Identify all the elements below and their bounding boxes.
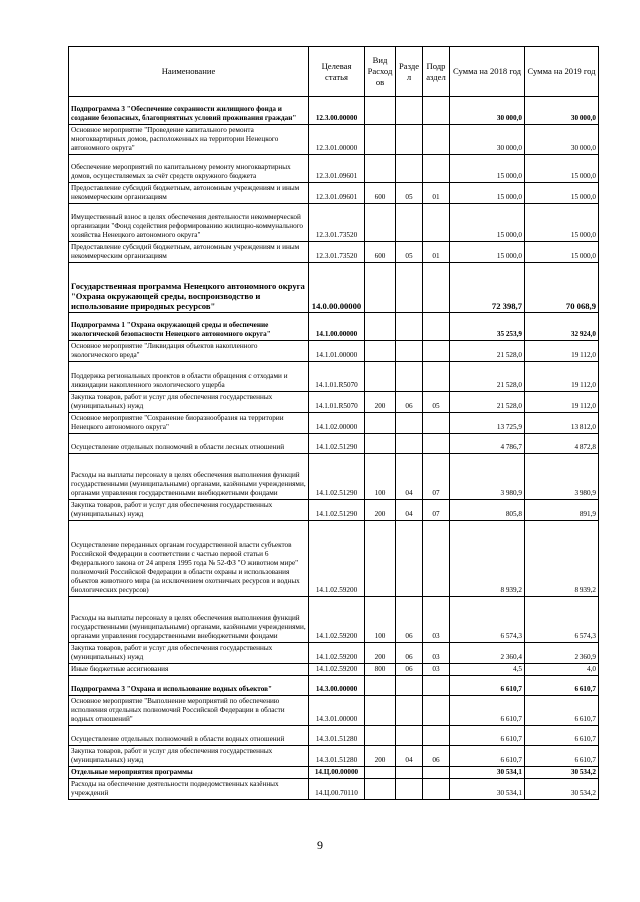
- table-row: [69, 643, 599, 664]
- row-code: 14.3.01.51280: [309, 746, 365, 767]
- row-sum-2018: 805,8: [450, 500, 525, 521]
- row-name: Основное мероприятие "Сохранение биоразнообразия на территории Ненецкого автономного округа": [69, 413, 309, 434]
- row-sum-2019: 4,0: [525, 664, 599, 676]
- row-name: Расходы на выплаты персоналу в целях обеспечения выполнения функций государственными (муниципальными) органами, казёнными учреждениями, органами управления государственными внебюджетными фондами: [69, 454, 309, 500]
- row-subsection: 03: [423, 597, 450, 643]
- row-section: [396, 767, 423, 779]
- row-code: 14.1.01.R5070: [309, 392, 365, 413]
- row-subsection: [423, 434, 450, 454]
- row-name: Подпрограмма 1 "Охрана окружающей среды и обеспечение экологической безопасности Ненецкого автономного округа": [69, 313, 309, 341]
- row-section: [396, 362, 423, 392]
- row-code: 12.3.01.73520: [309, 242, 365, 263]
- row-expense-type: [365, 263, 396, 313]
- row-expense-type: [365, 521, 396, 597]
- row-sum-2018: 15 000,0: [450, 242, 525, 263]
- row-name: Осуществление отдельных полномочий в области лесных отношений: [69, 434, 309, 454]
- row-name: Иные бюджетные ассигнования: [69, 664, 309, 676]
- row-sum-2018: 15 000,0: [450, 183, 525, 204]
- row-sum-2019: 30 534,2: [525, 767, 599, 779]
- row-code: 14.1.00.00000: [309, 313, 365, 341]
- row-sum-2018: 72 398,7: [450, 263, 525, 313]
- row-expense-type: [365, 313, 396, 341]
- row-name: Закупка товаров, работ и услуг для обеспечения государственных (муниципальных) нужд: [69, 500, 309, 521]
- row-name: Имущественный взнос в целях обеспечения деятельности некоммерческой организации "Фонд содействия реформированию жилищно-коммунального хозяйства Ненецкого автономного округа": [69, 204, 309, 242]
- row-name: Обеспечение мероприятий по капитальному ремонту многоквартирных домов, осуществляемых за счёт средств окружного бюджета: [69, 155, 309, 183]
- row-sum-2018: 6 610,7: [450, 696, 525, 726]
- row-code: 14.1.02.59200: [309, 664, 365, 676]
- row-subsection: [423, 125, 450, 155]
- header-sum-2018: Сумма на 2018 год: [450, 47, 525, 97]
- row-sum-2019: 70 068,9: [525, 263, 599, 313]
- row-sum-2018: 21 528,0: [450, 392, 525, 413]
- row-expense-type: [365, 696, 396, 726]
- row-section: 04: [396, 500, 423, 521]
- row-sum-2018: 13 725,9: [450, 413, 525, 434]
- row-sum-2018: 15 000,0: [450, 204, 525, 242]
- row-section: [396, 521, 423, 597]
- row-subsection: [423, 263, 450, 313]
- row-subsection: [423, 696, 450, 726]
- row-code: 14.3.00.00000: [309, 676, 365, 696]
- table-row: [69, 726, 599, 746]
- row-section: 06: [396, 597, 423, 643]
- row-expense-type: [365, 779, 396, 800]
- row-name: Закупка товаров, работ и услуг для обеспечения государственных (муниципальных) нужд: [69, 746, 309, 767]
- row-subsection: 07: [423, 500, 450, 521]
- row-sum-2019: 4 872,8: [525, 434, 599, 454]
- row-section: [396, 434, 423, 454]
- row-code: 14.Ц.00.70110: [309, 779, 365, 800]
- row-expense-type: [365, 125, 396, 155]
- row-sum-2018: 3 980,9: [450, 454, 525, 500]
- row-sum-2018: 4 786,7: [450, 434, 525, 454]
- row-code: 14.1.02.59200: [309, 643, 365, 664]
- row-subsection: 05: [423, 392, 450, 413]
- row-sum-2018: 21 528,0: [450, 341, 525, 362]
- row-sum-2018: 6 610,7: [450, 746, 525, 767]
- row-name: Предоставление субсидий бюджетным, автономным учреждениям и иным некоммерческим организациям: [69, 183, 309, 204]
- row-name: Предоставление субсидий бюджетным, автономным учреждениям и иным некоммерческим организациям: [69, 242, 309, 263]
- table-row: [69, 242, 599, 263]
- row-expense-type: [365, 726, 396, 746]
- row-sum-2018: 21 528,0: [450, 362, 525, 392]
- row-subsection: [423, 97, 450, 125]
- row-name: Подпрограмма 3 "Обеспечение сохранности жилищного фонда и создание безопасных, благоприятных условий проживания граждан": [69, 97, 309, 125]
- row-code: 14.1.02.51290: [309, 500, 365, 521]
- row-subsection: [423, 413, 450, 434]
- row-sum-2019: 6 610,7: [525, 726, 599, 746]
- table-row: [69, 696, 599, 726]
- row-expense-type: 200: [365, 500, 396, 521]
- row-expense-type: 200: [365, 746, 396, 767]
- table-row: [69, 392, 599, 413]
- row-subsection: [423, 155, 450, 183]
- table-row: [69, 664, 599, 676]
- row-sum-2018: 30 000,0: [450, 97, 525, 125]
- row-sum-2019: 13 812,0: [525, 413, 599, 434]
- row-sum-2019: 15 000,0: [525, 183, 599, 204]
- row-section: [396, 204, 423, 242]
- row-code: 14.3.01.00000: [309, 696, 365, 726]
- row-section: 05: [396, 183, 423, 204]
- table-header-row: [69, 47, 599, 97]
- row-sum-2019: 6 610,7: [525, 746, 599, 767]
- row-code: 12.3.01.00000: [309, 125, 365, 155]
- row-expense-type: 200: [365, 392, 396, 413]
- row-expense-type: [365, 767, 396, 779]
- row-sum-2019: 32 924,0: [525, 313, 599, 341]
- row-subsection: [423, 204, 450, 242]
- row-sum-2019: 6 610,7: [525, 696, 599, 726]
- table-row: [69, 434, 599, 454]
- row-section: 04: [396, 454, 423, 500]
- row-name: Отдельные мероприятия программы: [69, 767, 309, 779]
- table-row: [69, 362, 599, 392]
- row-expense-type: 100: [365, 454, 396, 500]
- row-expense-type: 800: [365, 664, 396, 676]
- row-sum-2019: 6 610,7: [525, 676, 599, 696]
- header-target: Целевая статья: [309, 47, 365, 97]
- row-expense-type: 100: [365, 597, 396, 643]
- row-section: 04: [396, 746, 423, 767]
- table-row: [69, 204, 599, 242]
- header-section: Разде л: [396, 47, 423, 97]
- table-row: [69, 183, 599, 204]
- row-expense-type: [365, 413, 396, 434]
- header-sum-2019: Сумма на 2019 год: [525, 47, 599, 97]
- row-sum-2018: 15 000,0: [450, 155, 525, 183]
- row-section: [396, 341, 423, 362]
- row-sum-2019: 30 534,2: [525, 779, 599, 800]
- row-subsection: [423, 521, 450, 597]
- row-sum-2019: 891,9: [525, 500, 599, 521]
- row-name: Расходы на выплаты персоналу в целях обеспечения выполнения функций государственными (муниципальными) органами, казёнными учреждениями, органами управления государственными внебюджетными фондами: [69, 597, 309, 643]
- table-row: [69, 341, 599, 362]
- row-subsection: 01: [423, 183, 450, 204]
- row-subsection: [423, 362, 450, 392]
- row-sum-2019: 6 574,3: [525, 597, 599, 643]
- row-sum-2018: 8 939,2: [450, 521, 525, 597]
- row-sum-2018: 6 574,3: [450, 597, 525, 643]
- row-code: 14.1.02.51290: [309, 434, 365, 454]
- row-name: Государственная программа Ненецкого автономного округа "Охрана окружающей среды, воспроизводство и использование природных ресурсов": [69, 263, 309, 313]
- row-subsection: [423, 676, 450, 696]
- row-expense-type: 200: [365, 643, 396, 664]
- table-row: [69, 521, 599, 597]
- row-expense-type: 600: [365, 183, 396, 204]
- row-section: [396, 125, 423, 155]
- page-number: 9: [317, 838, 323, 852]
- row-code: 14.1.01.00000: [309, 341, 365, 362]
- row-sum-2019: 19 112,0: [525, 392, 599, 413]
- row-code: 14.1.01.R5070: [309, 362, 365, 392]
- table-row: [69, 746, 599, 767]
- row-section: 05: [396, 242, 423, 263]
- row-sum-2018: 30 000,0: [450, 125, 525, 155]
- table-row: [69, 500, 599, 521]
- row-name: Основное мероприятие "Выполнение мероприятий по обеспечению исполнения отдельных полномочий Российской Федерации в области водных отношений": [69, 696, 309, 726]
- row-sum-2018: 6 610,7: [450, 726, 525, 746]
- table-row: [69, 125, 599, 155]
- row-subsection: 03: [423, 664, 450, 676]
- row-section: [396, 413, 423, 434]
- row-section: [396, 676, 423, 696]
- row-code: 14.1.02.59200: [309, 597, 365, 643]
- row-sum-2019: 19 112,0: [525, 341, 599, 362]
- row-section: [396, 779, 423, 800]
- row-expense-type: 600: [365, 242, 396, 263]
- row-section: 06: [396, 392, 423, 413]
- row-sum-2019: 30 000,0: [525, 125, 599, 155]
- row-code: 12.3.01.09601: [309, 183, 365, 204]
- row-expense-type: [365, 434, 396, 454]
- row-subsection: 01: [423, 242, 450, 263]
- row-expense-type: [365, 155, 396, 183]
- row-sum-2019: 3 980,9: [525, 454, 599, 500]
- row-section: [396, 155, 423, 183]
- row-name: Закупка товаров, работ и услуг для обеспечения государственных (муниципальных) нужд: [69, 392, 309, 413]
- row-subsection: 03: [423, 643, 450, 664]
- header-subsection: Подр аздел: [423, 47, 450, 97]
- row-sum-2019: 19 112,0: [525, 362, 599, 392]
- table-row: [69, 97, 599, 125]
- header-expense-type: Вид Расход ов: [365, 47, 396, 97]
- row-subsection: 06: [423, 746, 450, 767]
- row-sum-2019: 15 000,0: [525, 204, 599, 242]
- row-expense-type: [365, 204, 396, 242]
- table-row: [69, 413, 599, 434]
- row-expense-type: [365, 97, 396, 125]
- row-code: 14.1.02.59200: [309, 521, 365, 597]
- row-name: Расходы на обеспечение деятельности подведомственных казённых учреждений: [69, 779, 309, 800]
- row-name: Основное мероприятие "Проведение капитального ремонта многоквартирных домов, расположенных на территории Ненецкого автономного округа": [69, 125, 309, 155]
- row-subsection: [423, 726, 450, 746]
- row-section: [396, 97, 423, 125]
- table-row-program: [69, 263, 599, 313]
- row-subsection: [423, 341, 450, 362]
- row-code: 14.3.01.51280: [309, 726, 365, 746]
- row-name: Поддержка региональных проектов в области обращения с отходами и ликвидации накопленного экологического ущерба: [69, 362, 309, 392]
- row-name: Осуществление отдельных полномочий в области водных отношений: [69, 726, 309, 746]
- row-sum-2018: 30 534,1: [450, 779, 525, 800]
- row-subsection: [423, 313, 450, 341]
- row-name: Основное мероприятие "Ликвидация объектов накопленного экологического вреда": [69, 341, 309, 362]
- row-section: [396, 263, 423, 313]
- row-code: 14.1.02.51290: [309, 454, 365, 500]
- row-expense-type: [365, 341, 396, 362]
- row-expense-type: [365, 676, 396, 696]
- row-code: 12.3.00.00000: [309, 97, 365, 125]
- row-section: 06: [396, 643, 423, 664]
- row-sum-2018: 30 534,1: [450, 767, 525, 779]
- row-subsection: [423, 779, 450, 800]
- row-code: 14.1.02.00000: [309, 413, 365, 434]
- row-code: 12.3.01.09601: [309, 155, 365, 183]
- row-subsection: [423, 767, 450, 779]
- row-section: [396, 696, 423, 726]
- budget-table: [68, 46, 599, 800]
- row-section: [396, 726, 423, 746]
- row-sum-2019: 15 000,0: [525, 242, 599, 263]
- row-code: 12.3.01.73520: [309, 204, 365, 242]
- row-name: Подпрограмма 3 "Охрана и использование водных объектов": [69, 676, 309, 696]
- table-row: [69, 779, 599, 800]
- row-name: Осуществление переданных органам государственной власти субъектов Российской Федерации в соответствии с частью первой статьи 6 Федерального закона от 24 апреля 1995 года № 52-ФЗ "О животном мире" полномочий Российской Федерации в области охраны и использования объектов животного мира (за исключением охотничьих ресурсов и водных биологических ресурсов): [69, 521, 309, 597]
- row-subsection: 07: [423, 454, 450, 500]
- row-expense-type: [365, 362, 396, 392]
- row-code: 14.Ц.00.00000: [309, 767, 365, 779]
- table-row: [69, 767, 599, 779]
- budget-table-page: [68, 46, 598, 800]
- row-sum-2018: 2 360,4: [450, 643, 525, 664]
- row-sum-2018: 6 610,7: [450, 676, 525, 696]
- row-section: 06: [396, 664, 423, 676]
- table-row: [69, 676, 599, 696]
- row-sum-2018: 35 253,9: [450, 313, 525, 341]
- table-row: [69, 454, 599, 500]
- table-row: [69, 313, 599, 341]
- table-row: [69, 597, 599, 643]
- header-name: Наименование: [69, 47, 309, 97]
- row-sum-2019: 30 000,0: [525, 97, 599, 125]
- row-sum-2019: 2 360,9: [525, 643, 599, 664]
- row-name: Закупка товаров, работ и услуг для обеспечения государственных (муниципальных) нужд: [69, 643, 309, 664]
- row-section: [396, 313, 423, 341]
- row-sum-2019: 8 939,2: [525, 521, 599, 597]
- row-sum-2018: 4,5: [450, 664, 525, 676]
- row-sum-2019: 15 000,0: [525, 155, 599, 183]
- table-row: [69, 155, 599, 183]
- row-code: 14.0.00.00000: [309, 263, 365, 313]
